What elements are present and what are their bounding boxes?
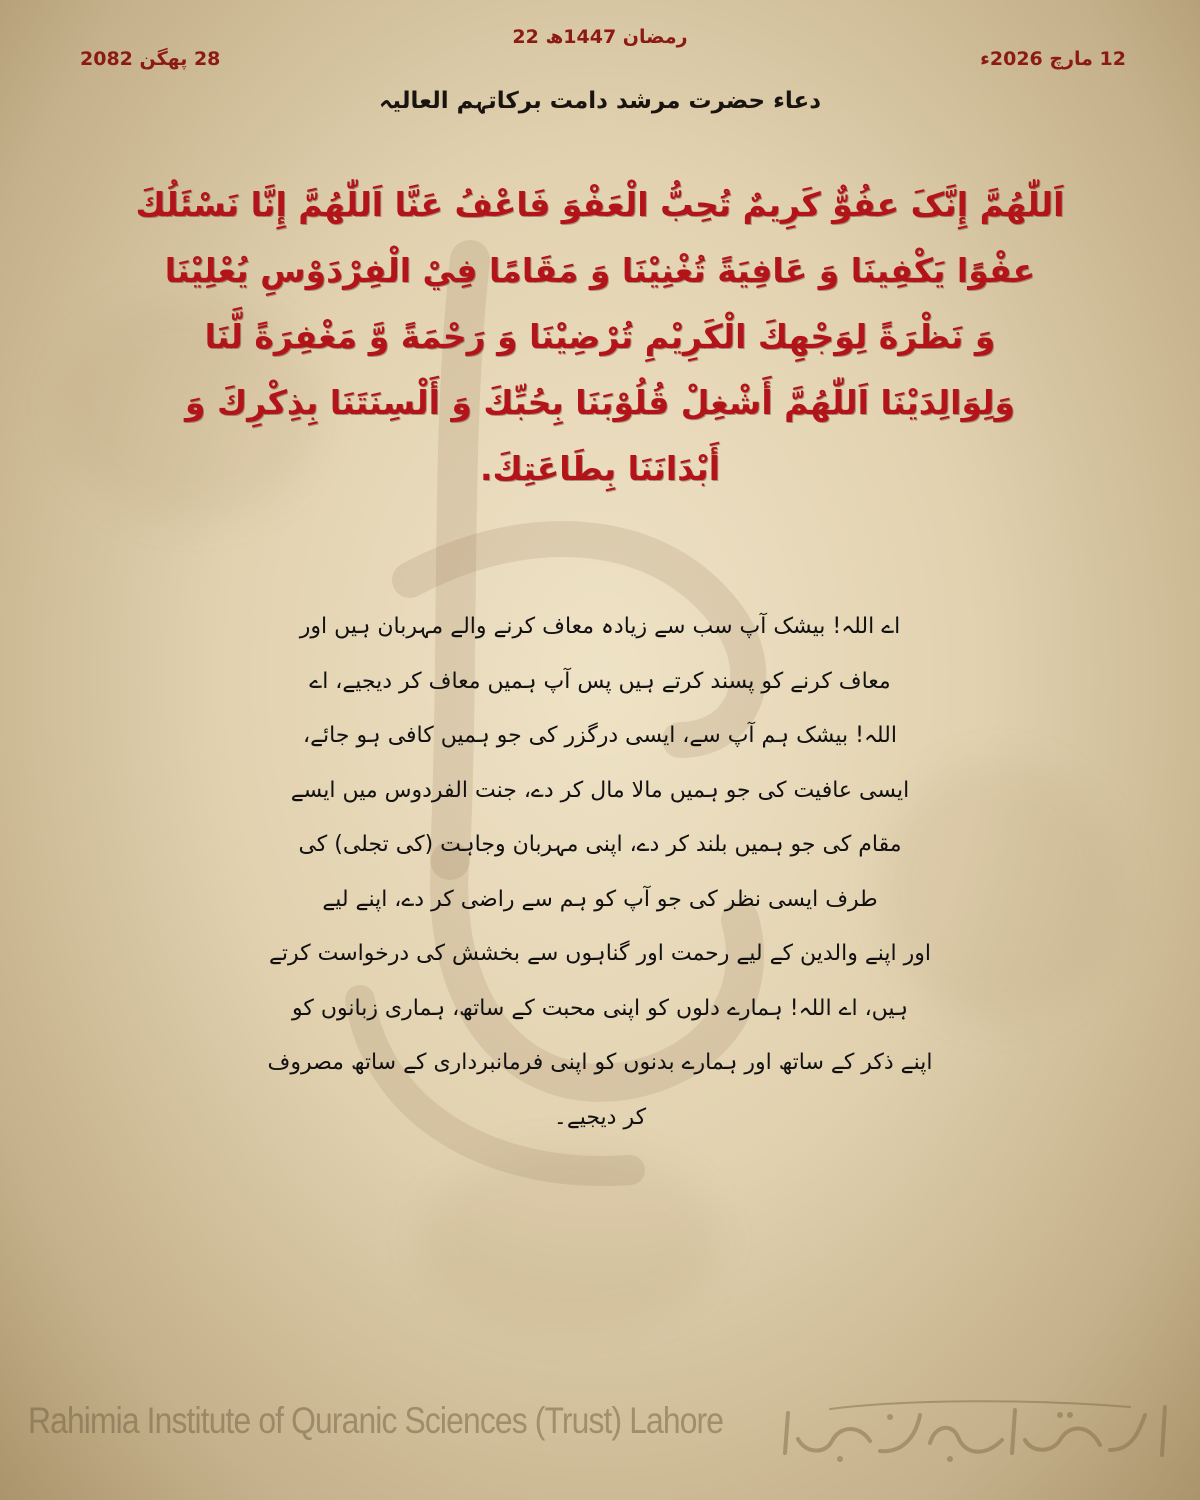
urdu-line: اللہ! بیشک ہم آپ سے، ایسی درگزر کی جو ہمیں کافی ہو جائے، — [303, 723, 897, 748]
urdu-line: ہیں، اے اللہ! ہمارے دلوں کو اپنی محبت کے ساتھ، ہماری زبانوں کو — [292, 995, 908, 1021]
urdu-line: مقام کی جو ہمیں بلند کر دے، اپنی مہربان وجاہت (کی تجلی) کی — [298, 832, 902, 857]
institute-logo-calligraphy-icon — [770, 1395, 1180, 1465]
desi-date: 28 پھگن 2082 — [80, 48, 221, 70]
urdu-translation — [150, 600, 1050, 1145]
dua-title: دعاء حضرت مرشد دامت برکاتہم العالیہ — [378, 88, 822, 114]
urdu-line: معاف کرنے کو پسند کرتے ہیں پس آپ ہمیں معاف کر دیجیے، اے — [309, 668, 891, 694]
arabic-line: وَلِوَالِدَيْنَا اَللّٰھُمَّ أَشْغِلْ قُلُوْبَنَا بِحُبِّكَ وَ أَلْسِنَتَنَا بِذِكْرِكَ وَ — [184, 383, 1016, 422]
urdu-line: ایسی عافیت کی جو ہمیں مالا مال کر دے، جنت الفردوس میں ایسے — [290, 777, 910, 803]
arabic-line: أَبْدَانَنَا بِطَاعَتِكَ. — [479, 449, 721, 488]
urdu-line: کر دیجیے۔ — [553, 1104, 647, 1130]
urdu-line: اے اللہ! بیشک آپ سب سے زیادہ معاف کرنے والے مہربان ہیں اور — [299, 614, 901, 639]
urdu-line: طرف ایسی نظر کی جو آپ کو ہم سے راضی کر دے، اپنے لیے — [322, 886, 878, 912]
paper-stain — [420, 1150, 720, 1330]
arabic-dua-text — [120, 172, 1080, 502]
arabic-line: عفْوًا يَكْفِينَا وَ عَافِيَةً تُغْنِيْنَا وَ مَقَامًا فِيْ الْفِرْدَوْسِ يُعْلِيْنَا — [164, 251, 1036, 290]
arabic-line: اَللّٰھُمَّ إِنَّکَ عفُوٌّ کَرِیمٌ تُحِبُّ الْعَفْوَ فَاعْفُ عَنَّا اَللّٰھُمَّ إِنَّا نَسْئَلُكَ — [135, 185, 1065, 224]
urdu-line: اپنے ذکر کے ساتھ اور ہمارے بدنوں کو اپنی فرمانبرداری کے ساتھ مصروف — [267, 1050, 933, 1075]
hijri-date: 22 رمضان 1447ھ — [512, 26, 688, 48]
institute-logo-text: ادارہ رحیمیہ علوم قرآنیہ لاہور — [968, 1461, 982, 1462]
gregorian-date: 12 مارچ 2026ء — [980, 48, 1126, 70]
institute-name-english: Rahimia Institute of Quranic Sciences (Trust) Lahore — [28, 1400, 724, 1441]
arabic-line: وَ نَظْرَةً لِوَجْهِكَ الْكَرِيْمِ تُرْضِيْنَا وَ رَحْمَةً وَّ مَغْفِرَةً لَّنَا — [204, 317, 996, 356]
urdu-line: اور اپنے والدین کے لیے رحمت اور گناہوں سے بخشش کی درخواست کرتے — [269, 941, 931, 966]
